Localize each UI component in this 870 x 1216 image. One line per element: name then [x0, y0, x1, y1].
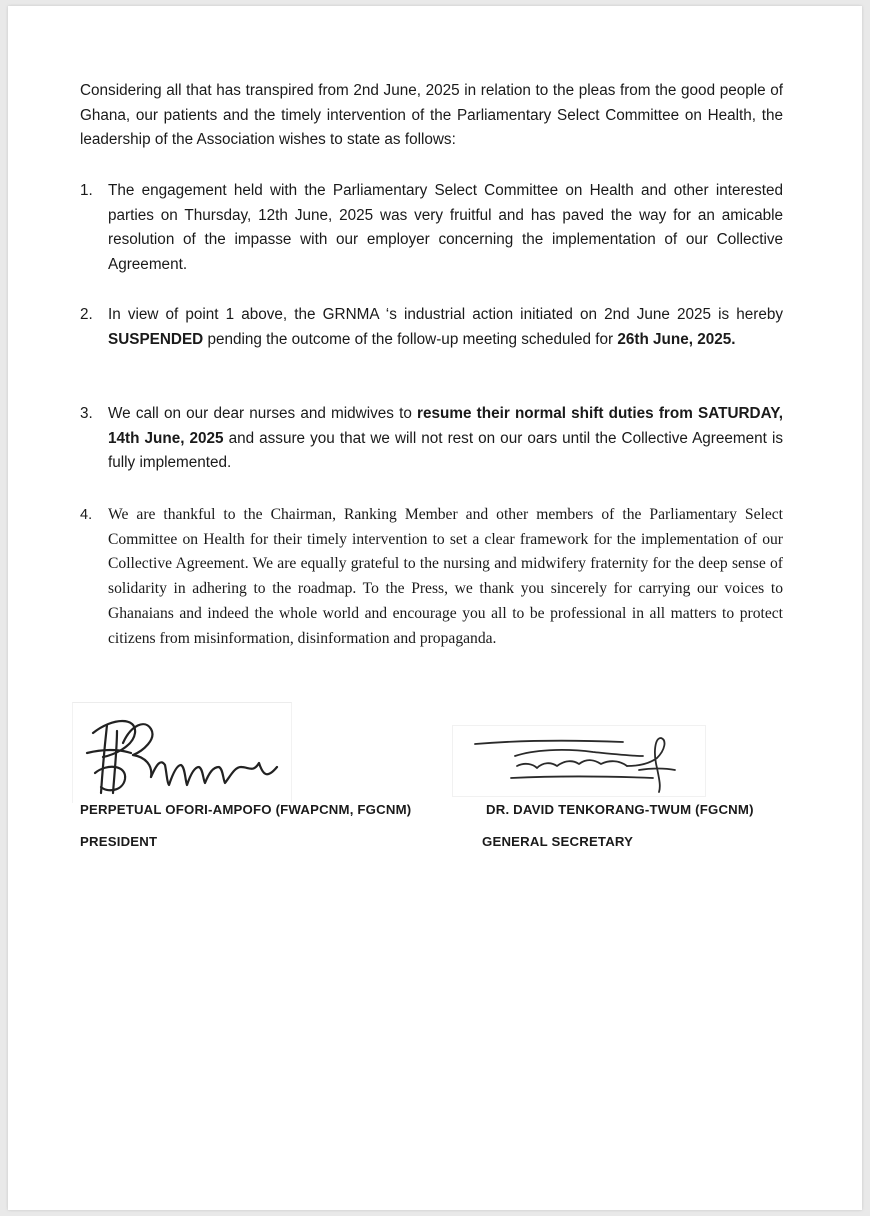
text-run: We call on our dear nurses and midwives to	[108, 405, 418, 422]
president-title: PRESIDENT	[80, 834, 158, 849]
text-run: In view of point 1 above, the GRNMA ‘s industrial action initiated on 2nd June 2025 is hereby	[108, 306, 783, 323]
list-number: 4.	[80, 507, 93, 523]
general-secretary-name: DR. DAVID TENKORANG-TWUM (FGCNM)	[486, 802, 754, 817]
text-run: pending the outcome of the follow-up meeting scheduled for	[203, 330, 618, 348]
list-item-1	[80, 179, 783, 277]
list-item-text	[108, 402, 783, 476]
list-item-3	[80, 402, 783, 476]
meeting-date-emphasis: 26th June, 2025.	[617, 330, 736, 348]
list-number: 1.	[80, 182, 93, 199]
intro-paragraph: Considering all that has transpired from 2nd June, 2025 in relation to the pleas from the good people of Ghana, our patients and the timely intervention of the Parliamentary Select Committee on Health, the leadership of the Association wishes to state as follows:	[80, 82, 783, 149]
list-item-text: We are thankful to the Chairman, Ranking Member and other members of the Parliamentary Select Committee on Health for their timely intervention to set a clear framework for the implementation of our Collective Agreement. We are equally grateful to the nursing and midwifery fraternity for the deep sense of solidarity in adhering to the roadmap. To the Press, we thank you sincerely for carrying our voices to Ghanaians and indeed the whole world and encourage you all to be professional in all matters to protect citizens from misinformation, disinformation and propaganda.	[108, 506, 783, 647]
president-name: PERPETUAL OFORI-AMPOFO (FWAPCNM, FGCNM)	[80, 802, 412, 817]
list-number: 3.	[80, 405, 93, 422]
general-secretary-title: GENERAL SECRETARY	[482, 834, 634, 849]
list-item-text: The engagement held with the Parliamentary Select Committee on Health and other interested parties on Thursday, 12th June, 2025 was very fruitful and has paved the way for an amicable resolution of the impasse with our employer concerning the implementation of our Collective Agreement.	[108, 182, 783, 273]
list-number: 2.	[80, 306, 93, 323]
president-signature	[72, 702, 292, 803]
text-run: and assure you that we will not rest on our oars until the Collective Agreement is fully implemented.	[108, 429, 783, 472]
general-secretary-signature	[452, 725, 706, 797]
suspended-emphasis: SUSPENDED	[108, 330, 204, 348]
list-item-text	[108, 303, 783, 352]
resume-duties-emphasis: resume their normal shift duties from SATURDAY, 14th June, 2025	[108, 405, 783, 447]
list-item-4	[80, 503, 783, 651]
list-item-2	[80, 303, 783, 352]
